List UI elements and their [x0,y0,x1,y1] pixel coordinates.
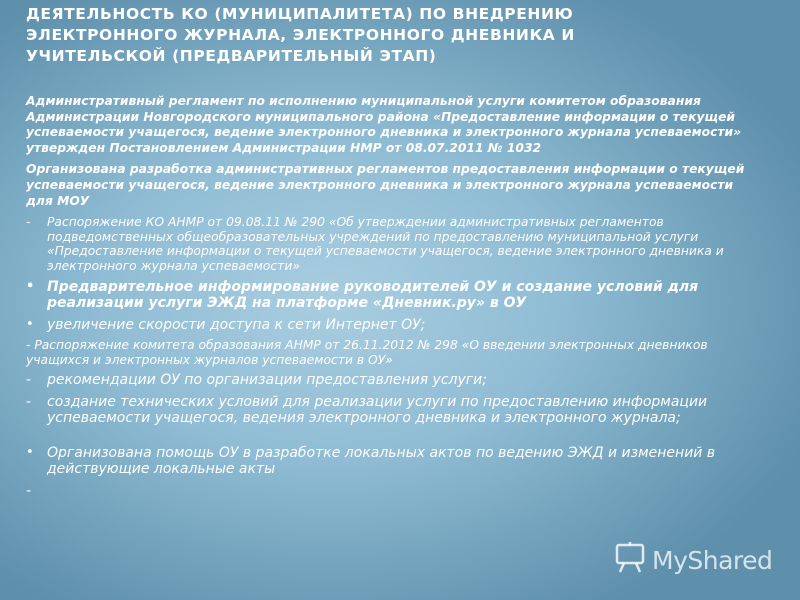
item-text: Предварительное информирование руководителей ОУ и создание условий для реализации услуги ЭЖД на платформе «Дневник.ру» в ОУ [47,278,699,312]
paragraph-development: Организована разработка административных регламентов предоставления информации о текущей успеваемости учащегося, ведение электронного дневника и электронного журнала успеваемости для МОУ [26,162,745,208]
item-text: рекомендации ОУ по организации предоставления услуги; [47,372,487,389]
dash-marker: - [26,372,32,389]
item-text: Организована помощь ОУ в разработке локальных актов по ведению ЭЖД и изменений в действующие локальные акты [47,444,716,478]
list-item [26,215,746,273]
slide-title: ДЕЯТЕЛЬНОСТЬ КО (МУНИЦИПАЛИТЕТА) ПО ВНЕДРЕНИЮ ЭЛЕКТРОННОГО ЖУРНАЛА, ЭЛЕКТРОННОГО ДНЕВНИКА И УЧИТЕЛЬСКОЙ (ПРЕДВАРИТЕЛЬНЫЙ ЭТАП) [26,5,575,65]
list-item [26,317,746,334]
item-text: Распоряжение КО АНМР от 09.08.11 № 290 «Об утверждении административных регламентов подведомственных общеобразовательных учреждений по предоставлению муниципальной услуги «Предоставление информации о текущей успеваемости учащегося, ведение электронного дневника и электронного журнала успеваемости» [47,215,724,273]
item-text: создание технических условий для реализации услуги по предоставлению информации успеваемости учащегося, ведения электронного дневника и электронного журнала; [47,393,708,427]
list-item [26,338,746,367]
slide-content [26,94,746,499]
paragraph-regulation: Административный регламент по исполнению муниципальной услуги комитетом образования Администрации Новгородского муниципального района «Предоставление информации о текущей успеваемости учащегося, ведение электронного дневника и электронного журнала успеваемости» утвержден Постановлением Администрации НМР от 08.07.2011 № 1032 [26,94,742,155]
list-item [26,394,746,427]
list-item [26,279,746,312]
watermark [612,540,772,580]
dash-marker: - [26,215,31,230]
item-text: увеличение скорости доступа к сети Интернет ОУ; [47,316,426,333]
list-item [26,372,746,389]
list-item [26,445,746,478]
item-text: - Распоряжение комитета образования АНМР от 26.11.2012 № 298 «О введении электронных дневников учащихся и электронных журналов успеваемости в ОУ» [26,338,708,367]
bullet-marker: • [26,316,34,332]
dash-marker: - [26,482,32,499]
bullet-marker: • [26,444,34,460]
bullet-marker: • [26,278,35,294]
dash-marker: - [26,393,32,410]
presentation-board-icon [612,540,648,580]
watermark-text: MyShared [652,545,773,575]
